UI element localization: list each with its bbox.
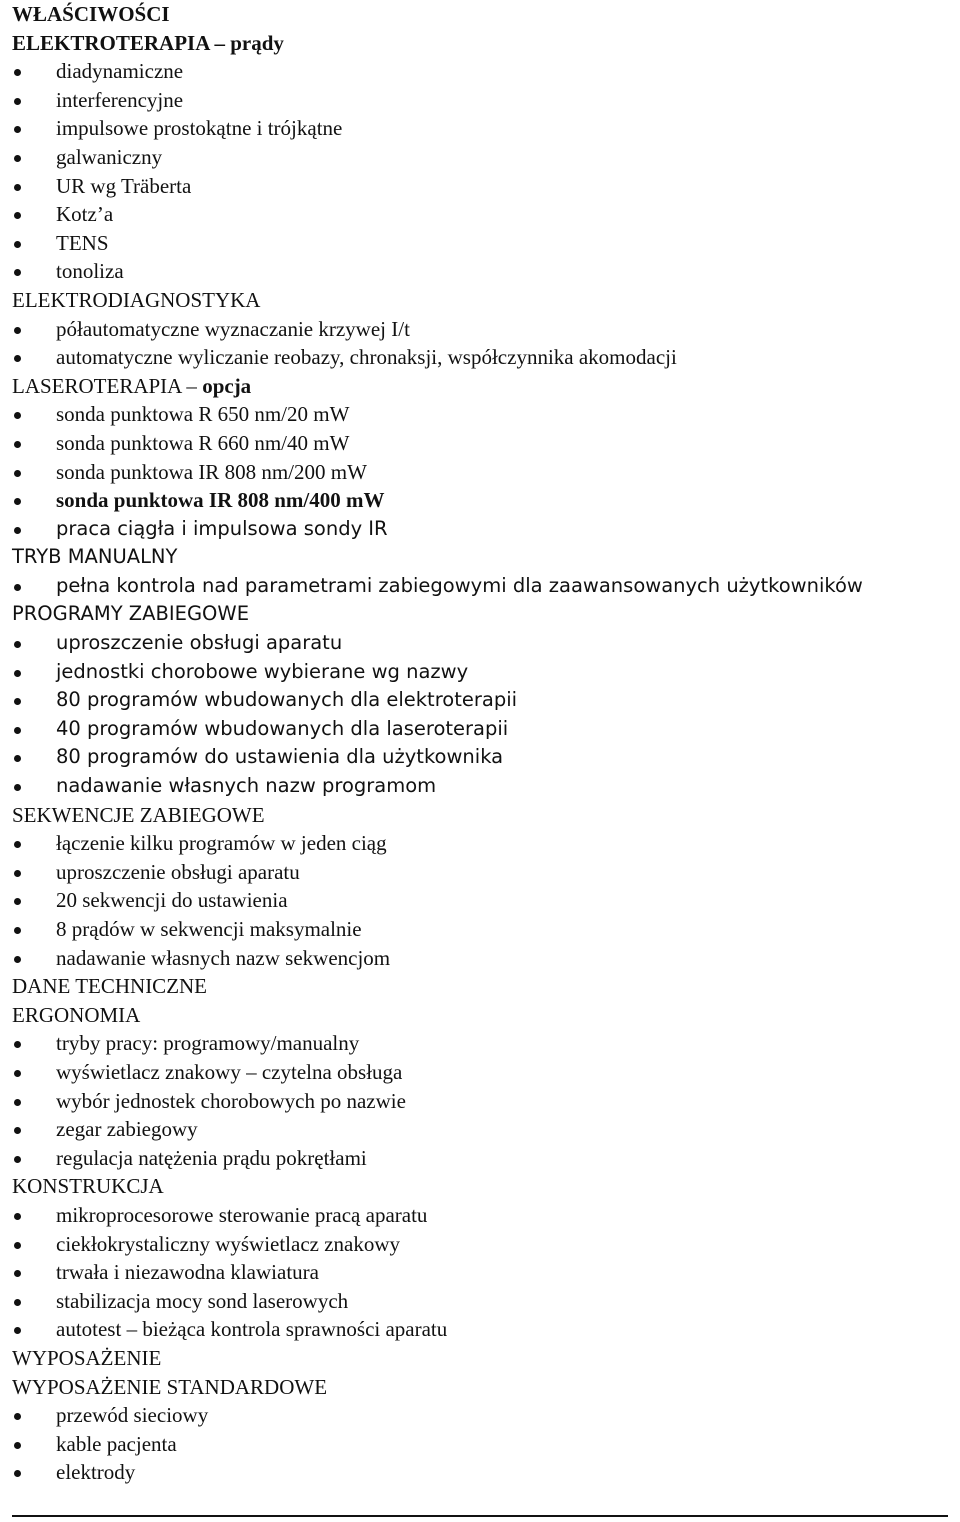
heading-text: ELEKTRODIAGNOSTYKA <box>12 287 261 312</box>
list-item <box>12 743 947 772</box>
bullet-icon <box>14 1442 21 1449</box>
list-item <box>12 1058 947 1087</box>
bullet-icon <box>14 1413 21 1420</box>
heading-text: TRYB MANUALNY <box>12 545 178 569</box>
list-item <box>12 1029 947 1058</box>
document-body <box>12 0 947 1487</box>
bullet-icon <box>14 241 21 248</box>
list-item-text: wyświetlacz znakowy – czytelna obsługa <box>56 1059 403 1084</box>
bullet-icon <box>14 184 21 191</box>
bullet-icon <box>14 641 21 648</box>
list-item-text: uproszczenie obsługi aparatu <box>56 859 300 884</box>
bullet-icon <box>14 841 21 848</box>
section-heading-dane-techniczne <box>12 972 947 1001</box>
bullet-icon <box>14 1270 21 1277</box>
bullet-icon <box>14 1041 21 1048</box>
list-item-text: nadawanie własnych nazw sekwencjom <box>56 945 391 970</box>
bullet-icon <box>14 1156 21 1163</box>
bullet-icon <box>14 1242 21 1249</box>
list-item <box>12 1230 947 1259</box>
section-heading-programy-zabiegowe <box>12 600 947 629</box>
heading-text: PROGRAMY ZABIEGOWE <box>12 602 250 626</box>
list-item <box>12 458 947 487</box>
list-item-text: autotest – bieżąca kontrola sprawności aparatu <box>56 1317 448 1342</box>
list-item <box>12 57 947 86</box>
list-item-text: 80 programów do ustawienia dla użytkownika <box>56 745 504 769</box>
list-item-text: ciekłokrystaliczny wyświetlacz znakowy <box>56 1231 401 1256</box>
section-heading-sekwencje-zabiegowe <box>12 801 947 830</box>
list-item <box>12 200 947 229</box>
section-heading-tryb-manualny <box>12 543 947 572</box>
bullet-icon <box>14 1213 21 1220</box>
list-item <box>12 1458 947 1487</box>
list-item <box>12 1287 947 1316</box>
bullet-icon <box>14 355 21 362</box>
list-item-text: kable pacjenta <box>56 1431 177 1456</box>
list-item-text: stabilizacja mocy sond laserowych <box>56 1288 349 1313</box>
bullet-icon <box>14 327 21 334</box>
heading-text: WYPOSAŻENIE <box>12 1345 162 1370</box>
list-item <box>12 315 947 344</box>
list-item <box>12 886 947 915</box>
list-item <box>12 944 947 973</box>
list-item <box>12 486 947 515</box>
list-item-text: łączenie kilku programów w jeden ciąg <box>56 831 387 856</box>
bullet-icon <box>14 126 21 133</box>
section-heading-ergonomia <box>12 1001 947 1030</box>
bottom-rule <box>12 1515 948 1517</box>
list-item-text: sonda punktowa R 660 nm/40 mW <box>56 430 350 455</box>
heading-text: DANE TECHNICZNE <box>12 974 208 999</box>
list-item-text: uproszczenie obsługi aparatu <box>56 631 343 655</box>
list-item-text: pełna kontrola nad parametrami zabiegowymi dla zaawansowanych użytkowników <box>56 573 863 597</box>
list-item-text: sonda punktowa R 650 nm/20 mW <box>56 402 350 427</box>
bullet-icon <box>14 1327 21 1334</box>
bullet-icon <box>14 1070 21 1077</box>
section-heading-wyposazenie <box>12 1344 947 1373</box>
section-heading-laseroterapia-opcja <box>12 372 947 401</box>
bullet-icon <box>14 698 21 705</box>
section-heading-konstrukcja <box>12 1172 947 1201</box>
list-item <box>12 400 947 429</box>
list-item <box>12 572 947 601</box>
list-item-text: 8 prądów w sekwencji maksymalnie <box>56 917 362 941</box>
list-item <box>12 772 947 801</box>
bullet-icon <box>14 498 21 505</box>
list-item <box>12 343 947 372</box>
list-item <box>12 858 947 887</box>
heading-text-part: LASEROTERAPIA – <box>12 373 203 398</box>
heading-text: WYPOSAŻENIE STANDARDOWE <box>12 1374 328 1399</box>
list-item-text: przewód sieciowy <box>56 1403 209 1428</box>
list-item <box>12 1144 947 1173</box>
list-item <box>12 629 947 658</box>
bullet-icon <box>14 1299 21 1306</box>
bullet-icon <box>14 670 21 677</box>
list-item-text: sonda punktowa IR 808 nm/200 mW <box>56 459 367 484</box>
list-item-text: sonda punktowa IR 808 nm/400 mW <box>56 488 385 513</box>
list-item <box>12 1087 947 1116</box>
list-item-text: TENS <box>56 230 109 255</box>
list-item-text: półautomatyczne wyznaczanie krzywej I/t <box>56 316 410 341</box>
heading-text-part: ELEKTROTERAPIA – prądy <box>12 30 284 55</box>
bullet-icon <box>14 584 21 591</box>
bullet-icon <box>14 527 21 534</box>
list-item-text: praca ciągła i impulsowa sondy IR <box>56 516 388 540</box>
section-heading-wlasciwosci <box>12 0 947 29</box>
section-heading-elektrodiagnostyka <box>12 286 947 315</box>
bullet-icon <box>14 155 21 162</box>
bullet-icon <box>14 98 21 105</box>
bullet-icon <box>14 69 21 76</box>
bullet-icon <box>14 1470 21 1477</box>
list-item <box>12 1430 947 1459</box>
list-item-text: interferencyjne <box>56 87 184 112</box>
list-item-text: 40 programów wbudowanych dla laseroterapii <box>56 716 509 740</box>
bullet-icon <box>14 269 21 276</box>
list-item-text: regulacja natężenia prądu pokrętłami <box>56 1145 367 1170</box>
list-item <box>12 1115 947 1144</box>
heading-text: ERGONOMIA <box>12 1002 141 1027</box>
heading-text: SEKWENCJE ZABIEGOWE <box>12 802 265 827</box>
heading-text-part: opcja <box>202 373 252 398</box>
list-item <box>12 658 947 687</box>
list-item-text: Kotz’a <box>56 202 114 227</box>
list-item-text: galwaniczny <box>56 144 163 169</box>
list-item-text: mikroprocesorowe sterowanie pracą aparatu <box>56 1202 428 1227</box>
list-item <box>12 229 947 258</box>
list-item <box>12 829 947 858</box>
list-item <box>12 1401 947 1430</box>
list-item-text: 80 programów wbudowanych dla elektroterapii <box>56 688 518 712</box>
bullet-icon <box>14 898 21 905</box>
list-item <box>12 429 947 458</box>
bullet-icon <box>14 927 21 934</box>
list-item-text: tonoliza <box>56 259 124 284</box>
list-item <box>12 1315 947 1344</box>
list-item <box>12 257 947 286</box>
list-item <box>12 172 947 201</box>
list-item-text: nadawanie własnych nazw programom <box>56 774 437 798</box>
list-item-text: elektrody <box>56 1460 136 1485</box>
list-item <box>12 715 947 744</box>
heading-text: KONSTRUKCJA <box>12 1174 164 1199</box>
list-item <box>12 515 947 544</box>
list-item <box>12 86 947 115</box>
list-item <box>12 1201 947 1230</box>
list-item-text: UR wg Träberta <box>56 173 192 198</box>
bullet-icon <box>14 1099 21 1106</box>
section-heading-wyposazenie-standardowe <box>12 1373 947 1402</box>
heading-text: WŁAŚCIWOŚCI <box>12 2 170 26</box>
bullet-icon <box>14 755 21 762</box>
list-item-text: automatyczne wyliczanie reobazy, chronaksji, współczynnika akomodacji <box>56 345 677 370</box>
bullet-icon <box>14 956 21 963</box>
list-item-text: 20 sekwencji do ustawienia <box>56 888 288 913</box>
list-item-text: zegar zabiegowy <box>56 1117 198 1142</box>
bullet-icon <box>14 212 21 219</box>
list-item <box>12 143 947 172</box>
list-item <box>12 686 947 715</box>
bullet-icon <box>14 470 21 477</box>
list-item <box>12 1258 947 1287</box>
section-heading-elektroterapia-prady <box>12 29 947 58</box>
list-item-text: trwała i niezawodna klawiatura <box>56 1260 319 1285</box>
list-item-text: wybór jednostek chorobowych po nazwie <box>56 1088 406 1113</box>
bullet-icon <box>14 727 21 734</box>
list-item <box>12 915 947 944</box>
bullet-icon <box>14 784 21 791</box>
bullet-icon <box>14 412 21 419</box>
list-item-text: impulsowe prostokątne i trójkątne <box>56 116 343 141</box>
bullet-icon <box>14 441 21 448</box>
list-item-text: tryby pracy: programowy/manualny <box>56 1031 360 1056</box>
list-item <box>12 114 947 143</box>
bullet-icon <box>14 870 21 877</box>
bullet-icon <box>14 1127 21 1134</box>
list-item-text: diadynamiczne <box>56 59 184 84</box>
list-item-text: jednostki chorobowe wybierane wg nazwy <box>56 659 469 683</box>
